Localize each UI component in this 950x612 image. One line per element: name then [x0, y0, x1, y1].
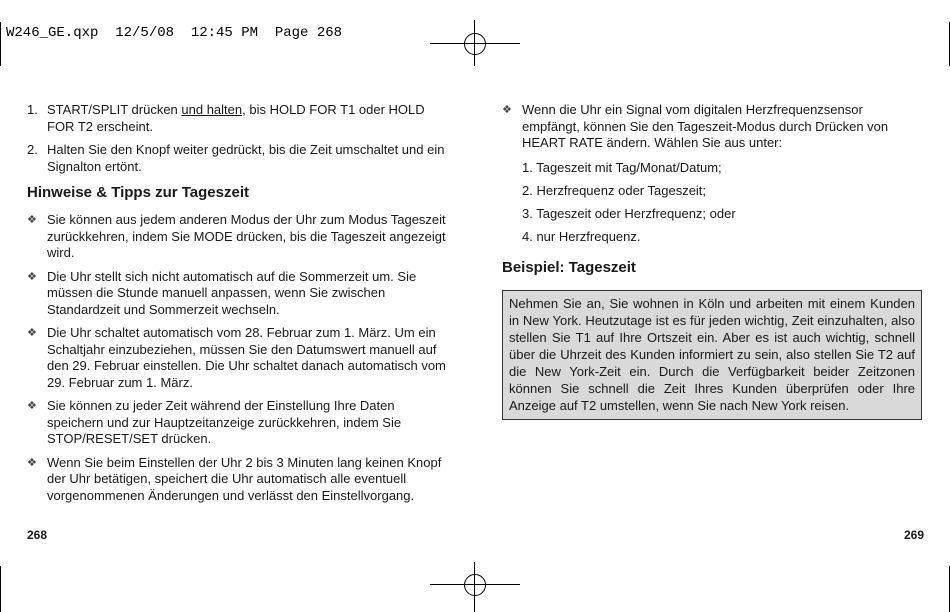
heart-rate-bullet — [502, 102, 922, 245]
step-text: START/SPLIT drücken — [47, 102, 182, 117]
trim-mark-top-left — [0, 22, 1, 66]
step-1 — [27, 102, 447, 135]
tip-bullet — [27, 212, 447, 262]
tip-bullet — [27, 269, 447, 319]
diamond-bullet-icon: ❖ — [27, 327, 37, 339]
diamond-bullet-icon: ❖ — [502, 104, 512, 116]
diamond-bullet-icon: ❖ — [27, 456, 37, 469]
left-page-content — [27, 102, 447, 511]
option-list — [522, 160, 922, 246]
tip-text: Wenn Sie beim Einstellen der Uhr 2 bis 3 Minuten lang keinen Knopf der Uhr betätigen, speichert die Uhr automatisch alle eventuell vorgenommenen Änderungen und verlässt den Einstellvorgang. — [47, 454, 442, 503]
tip-bullet — [27, 325, 447, 391]
diamond-bullet-icon: ❖ — [27, 214, 37, 226]
heart-rate-text: Wenn die Uhr ein Signal vom digitalen Herzfrequenzsensor empfängt, können Sie den Tageszeit-Modus durch Drücken von HEART RATE ändern. Wählen Sie aus unter: — [522, 102, 889, 150]
step-number: 2. — [27, 142, 38, 157]
example-box: Nehmen Sie an, Sie wohnen in Köln und arbeiten mit einem Kunden in New York. Heutzutage ist es für jeden wichtig, Zeit einzuhalten, also stellen Sie T1 auf Ihre Ortszeit ein. Aber es ist auch wichtig, schnell über die Uhrzeit des Kunden informiert zu sein, also stellen Sie T2 auf die New York-Zeit ein. Durch die Verfügbarkeit beider Zeitzonen können Sie schnell die Zeit Ihres Kunden überprüfen oder Ihre Anzeige auf T2 umstellen, wenn Sie nach New York reisen. — [502, 290, 922, 420]
page-number-left: 268 — [27, 528, 48, 542]
step-2 — [27, 142, 447, 175]
right-page-content — [502, 102, 922, 420]
page-number-right: 269 — [904, 528, 925, 542]
tip-text: Die Uhr schaltet automatisch vom 28. Februar zum 1. März. Um ein Schaltjahr einzubeziehen, müssen Sie den Datumswert manuell auf den 29. Februar einstellen. Die Uhr schaltet danach automatisch vom 29. Februar zum 1. März. — [47, 325, 446, 390]
step-text: Halten Sie den Knopf weiter gedrückt, bis die Zeit umschaltet und ein Signalton ertönt. — [47, 142, 445, 174]
option-item: 2. Herzfrequenz oder Tageszeit; — [522, 182, 707, 198]
option-item: 4. nur Herzfrequenz. — [522, 228, 641, 244]
tip-text: Sie können zu jeder Zeit während der Einstellung Ihre Daten speichern und zur Hauptzeitanzeige zurückkehren, indem Sie STOP/RESET/SET drücken. — [47, 398, 402, 446]
diamond-bullet-icon: ❖ — [27, 400, 37, 412]
tip-bullet — [27, 398, 447, 448]
section-heading-tips: Hinweise & Tipps zur Tageszeit — [27, 184, 249, 201]
tip-text: Sie können aus jedem anderen Modus der Uhr zum Modus Tageszeit zurückkehren, indem Sie MODE drücken, bis die Tageszeit angezeigt wird. — [47, 212, 446, 260]
step-number: 1. — [27, 102, 38, 117]
option-item: 1. Tageszeit mit Tag/Monat/Datum; — [522, 159, 722, 175]
option-item: 3. Tageszeit oder Herzfrequenz; oder — [522, 205, 736, 221]
tip-bullet — [27, 455, 447, 505]
trim-mark-bottom-left — [0, 566, 1, 612]
section-heading-example: Beispiel: Tageszeit — [502, 259, 636, 276]
step-text-end: , bis HOLD FOR T1 oder HOLD FOR T2 erscheint. — [47, 102, 425, 134]
diamond-bullet-icon: ❖ — [27, 270, 37, 283]
print-slug: W246_GE.qxp 12/5/08 12:45 PM Page 268 — [6, 25, 343, 41]
step-underlined-text: und halten — [181, 102, 243, 117]
tip-text: Die Uhr stellt sich nicht automatisch auf die Sommerzeit um. Sie müssen die Stunde manuell anpassen, wenn Sie zwischen Standardzeit und Sommerzeit wechseln. — [47, 268, 417, 317]
